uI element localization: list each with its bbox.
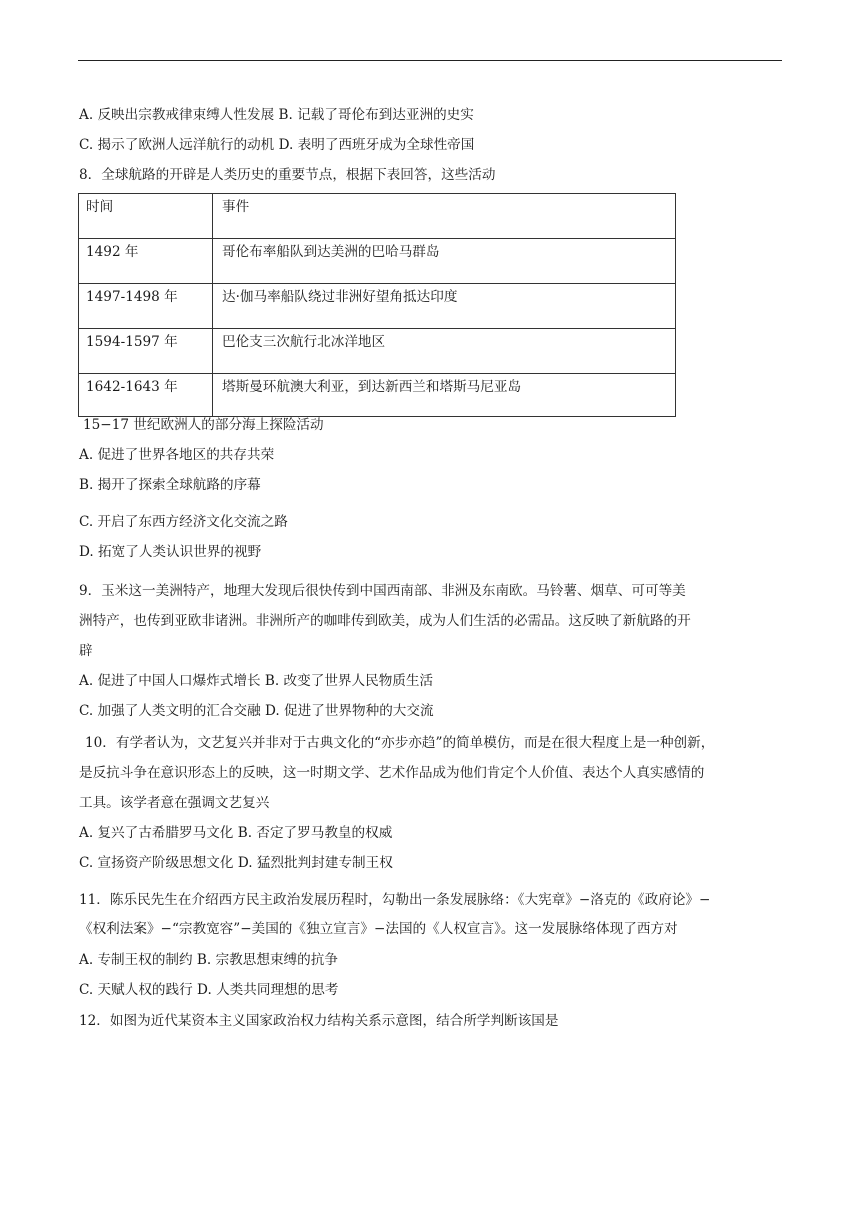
q10-stem-line1: 10．有学者认为，文艺复兴并非对于古典文化的“亦步亦趋”的简单模仿，而是在很大程度上是一种创新， bbox=[85, 735, 715, 751]
q8-table bbox=[78, 193, 676, 417]
q8-option-c: C. 开启了东西方经济文化交流之路 bbox=[79, 514, 288, 530]
q8-table-caption: 15−17 世纪欧洲人的部分海上探险活动 bbox=[83, 417, 324, 433]
table-header-event: 事件 bbox=[222, 199, 250, 215]
table-cell-event: 达·伽马率船队绕过非洲好望角抵达印度 bbox=[222, 289, 458, 305]
q10-stem-line3: 工具。该学者意在强调文艺复兴 bbox=[79, 795, 270, 811]
q9-stem-line1: 9．玉米这一美洲特产，地理大发现后很快传到中国西南部、非洲及东南欧。马铃薯、烟草、可可等美 bbox=[79, 583, 686, 599]
table-row bbox=[79, 284, 676, 329]
q8-stem: 8．全球航路的开辟是人类历史的重要节点，根据下表回答，这些活动 bbox=[79, 167, 496, 183]
table-cell-time: 1492 年 bbox=[86, 244, 139, 260]
q8-option-d: D. 拓宽了人类认识世界的视野 bbox=[79, 544, 262, 560]
q9-stem-line2: 洲特产，也传到亚欧非诸洲。非洲所产的咖啡传到欧美，成为人们生活的必需品。这反映了新航路的开 bbox=[79, 613, 691, 629]
q8-option-a: A. 促进了世界各地区的共存共荣 bbox=[79, 447, 275, 463]
table-header-row bbox=[79, 194, 676, 239]
q9-option-ab: A. 促进了中国人口爆炸式增长 B. 改变了世界人民物质生活 bbox=[79, 673, 434, 689]
table-cell-time: 1594-1597 年 bbox=[86, 334, 178, 350]
table-cell-event: 哥伦布率船队到达美洲的巴哈马群岛 bbox=[222, 244, 440, 260]
q7-option-ab: A. 反映出宗教戒律束缚人性发展 B. 记载了哥伦布到达亚洲的史实 bbox=[79, 107, 474, 123]
table-cell-time: 1497-1498 年 bbox=[86, 289, 178, 305]
q10-option-ab: A. 复兴了古希腊罗马文化 B. 否定了罗马教皇的权威 bbox=[79, 825, 393, 841]
q10-option-cd: C. 宣扬资产阶级思想文化 D. 猛烈批判封建专制王权 bbox=[79, 855, 393, 871]
q9-option-cd: C. 加强了人类文明的汇合交融 D. 促进了世界物种的大交流 bbox=[79, 703, 434, 719]
q11-stem-line1: 11．陈乐民先生在介绍西方民主政治发展历程时，勾勒出一条发展脉络：《大宪章》−洛克的《政府论》− bbox=[79, 892, 711, 908]
table-cell-time: 1642-1643 年 bbox=[86, 379, 178, 395]
q9-stem-line3: 辟 bbox=[79, 643, 93, 659]
table-row bbox=[79, 239, 676, 284]
q11-option-cd: C. 天赋人权的践行 D. 人类共同理想的思考 bbox=[79, 982, 339, 998]
table-cell-event: 巴伦支三次航行北冰洋地区 bbox=[222, 334, 386, 350]
table-header-time: 时间 bbox=[86, 199, 114, 215]
q8-option-b: B. 揭开了探索全球航路的序幕 bbox=[79, 477, 261, 493]
header-rule bbox=[78, 60, 782, 61]
table-cell-event: 塔斯曼环航澳大利亚，到达新西兰和塔斯马尼亚岛 bbox=[222, 379, 522, 395]
q11-option-ab: A. 专制王权的制约 B. 宗教思想束缚的抗争 bbox=[79, 952, 338, 968]
table-row bbox=[79, 329, 676, 374]
q12-stem: 12．如图为近代某资本主义国家政治权力结构关系示意图，结合所学判断该国是 bbox=[79, 1013, 559, 1029]
table-row bbox=[79, 374, 676, 417]
q10-stem-line2: 是反抗斗争在意识形态上的反映，这一时期文学、艺术作品成为他们肯定个人价值、表达个人真实感情的 bbox=[79, 765, 705, 781]
q11-stem-line2: 《权利法案》−“宗教宽容”−美国的《独立宣言》−法国的《人权宣言》。这一发展脉络体现了西方对 bbox=[79, 921, 678, 937]
q7-option-cd: C. 揭示了欧洲人远洋航行的动机 D. 表明了西班牙成为全球性帝国 bbox=[79, 137, 475, 153]
